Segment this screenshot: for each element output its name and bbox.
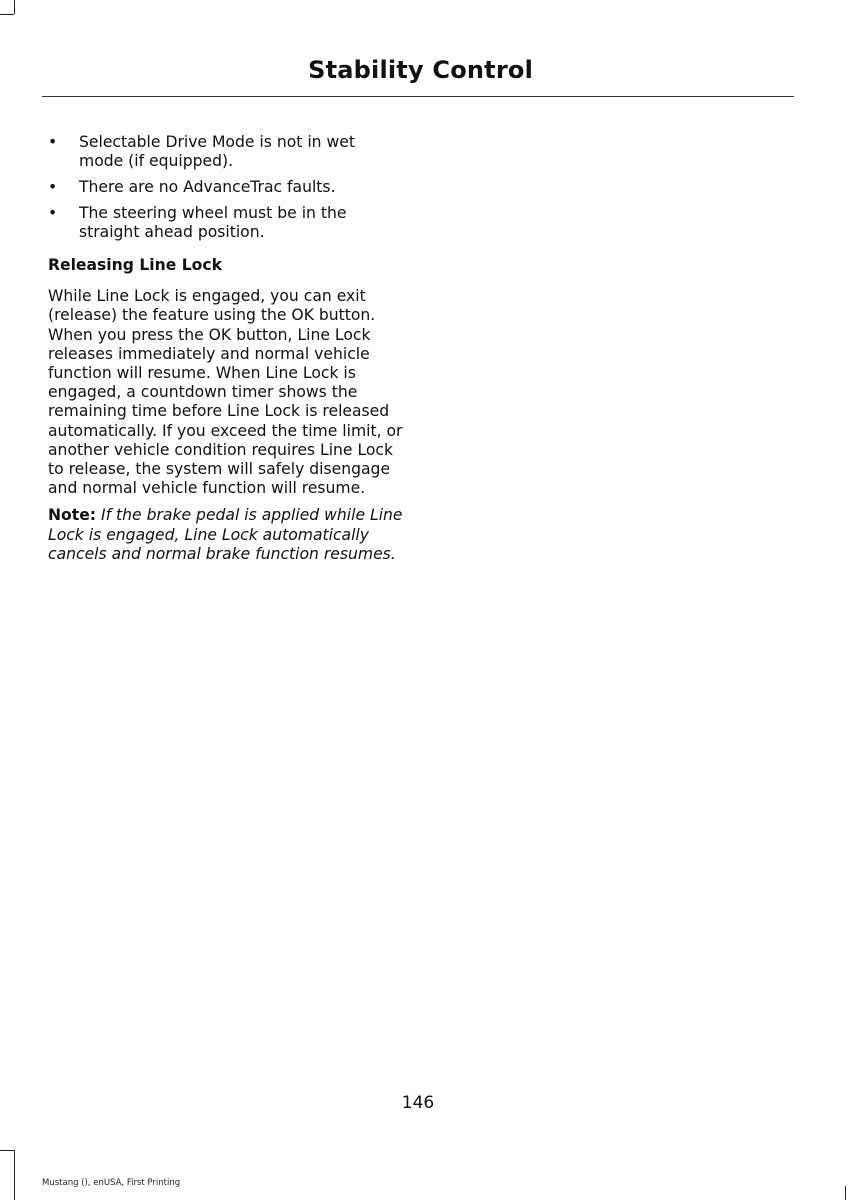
edition-footer: Mustang (), enUSA, First Printing: [42, 1178, 181, 1188]
section-heading: Releasing Line Lock: [48, 256, 222, 275]
crop-mark: [845, 1186, 846, 1200]
crop-mark: [14, 1150, 15, 1200]
page-number: 146: [401, 1093, 435, 1113]
note: [48, 506, 404, 564]
header-divider: [42, 96, 794, 97]
list-item: [48, 133, 404, 171]
main-column: [48, 133, 404, 572]
note-text: If the brake pedal is applied while Line Lock is engaged, Line Lock automatically cancels and normal brake function resumes.: [48, 506, 403, 563]
list-item: [48, 204, 404, 242]
crop-mark: [0, 14, 14, 15]
bullet-marker: •: [48, 203, 58, 222]
bullet-marker: •: [48, 133, 58, 151]
crop-mark: [14, 0, 15, 14]
page-title: Stability Control: [308, 56, 533, 84]
list-item: [48, 178, 404, 197]
list-item-text: Selectable Drive Mode is not in wet mode (if equipped).: [79, 133, 355, 171]
list-item-text: There are no AdvanceTrac faults.: [79, 177, 336, 196]
requirements-list: [48, 133, 404, 242]
list-item-text: The steering wheel must be in the straight ahead position.: [79, 203, 347, 241]
section-body: While Line Lock is engaged, you can exit (release) the feature using the OK button. When you press the OK button, Line Lock releases immediately and normal vehicle function will resume. When Line Lock is engaged, a countdown timer shows the remaining time before Line Lock is released automatically. If you exceed the time limit, or another vehicle condition requires Line Lock to release, the system will safely disengage and normal vehicle function will resume.: [48, 287, 403, 498]
note-label: Note:: [48, 506, 97, 525]
bullet-marker: •: [48, 177, 58, 196]
crop-mark: [0, 1150, 14, 1151]
